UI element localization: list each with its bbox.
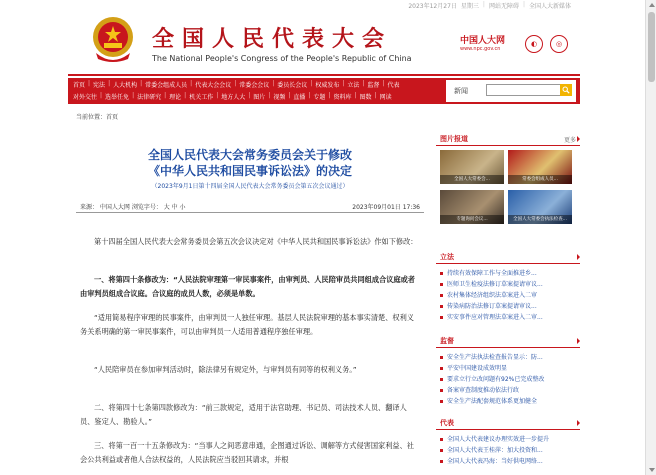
nav-item[interactable]: 地方人大	[221, 94, 246, 101]
list-item[interactable]: 要求立行立改问题有92%已完成整改	[440, 374, 580, 385]
nav-item[interactable]: 宪法	[93, 82, 106, 89]
separator: |	[108, 80, 111, 87]
photo-caption: 全国人大常委会...	[440, 175, 504, 184]
photo-thumbnail[interactable]	[440, 190, 504, 224]
nav-item[interactable]: 图数	[359, 94, 372, 101]
section-title-pictures[interactable]: 图片报道	[440, 135, 468, 143]
separator: |	[216, 92, 219, 99]
section-title-legislation[interactable]: 立法	[440, 253, 454, 261]
nav-item[interactable]: 对外交往	[73, 94, 98, 101]
separator: |	[310, 80, 313, 87]
nav-item[interactable]: 网读	[379, 94, 392, 101]
separator: |	[354, 92, 357, 99]
supervision-news-list	[440, 352, 580, 407]
separator: |	[132, 92, 135, 99]
article-paragraph: “人民陪审员在参加审判活动时，除法律另有规定外，与审判员有同等的权利义务。”	[94, 365, 357, 374]
photo-thumbnail[interactable]	[508, 190, 572, 224]
accessibility-link[interactable]: 网站无障碍	[488, 3, 519, 10]
list-item[interactable]: 传染病防治法修订草案提请审议...	[440, 301, 580, 312]
main-navigation	[68, 78, 580, 104]
article-source-and-font-size[interactable]: 来源： 中国人大网 浏览字号： 大 中 小	[80, 204, 186, 211]
separator: |	[374, 92, 377, 99]
sound-button[interactable]	[525, 35, 543, 53]
separator: |	[362, 80, 365, 87]
sound-icon: ◐	[530, 40, 538, 48]
article-paragraph: 三、将第一百一十五条修改为：“当事人之间恶意串通，企图通过诉讼、调解等方式侵害国家利益、社会公共利益或者他人合法权益的，人民法院应当驳回其请求，并根	[80, 441, 414, 464]
nav-item[interactable]: 常委会会议	[239, 82, 270, 89]
separator: |	[88, 80, 91, 87]
list-item[interactable]: 实安事件应对管理法草案进入二审...	[440, 312, 580, 323]
nav-item[interactable]: 视频	[273, 94, 286, 101]
list-item[interactable]: 农村集体经济组织法草案进入二审	[440, 290, 580, 301]
list-item[interactable]: 安全生产法配套规范体系更加健全	[440, 396, 580, 407]
nav-item[interactable]: 人大机构	[113, 82, 138, 89]
list-item[interactable]: 医师卫生检疫法修订草案提请审议...	[440, 279, 580, 290]
nav-item[interactable]: 专题	[313, 94, 326, 101]
separator: |	[268, 92, 271, 99]
separator: |	[382, 80, 385, 87]
nav-item[interactable]: 图片	[253, 94, 266, 101]
photo-caption: 常委会组成人员...	[508, 175, 572, 184]
search-button[interactable]	[560, 84, 572, 96]
nav-item[interactable]: 理论	[169, 94, 182, 101]
section-header-supervision	[436, 334, 580, 348]
search-input[interactable]	[486, 84, 564, 96]
meta-divider	[76, 212, 424, 213]
photo-thumbnail[interactable]	[508, 150, 572, 184]
deputies-news-list	[440, 434, 580, 467]
weibo-icon: ◎	[555, 40, 563, 48]
site-title-english: The National People's Congress of the People's Republic of China	[152, 54, 412, 63]
nav-item[interactable]: 代表大会会议	[195, 82, 232, 89]
separator: |	[190, 80, 193, 87]
photo-caption: 全国人大常委会执法检查...	[508, 215, 572, 224]
nav-item[interactable]: 资料库	[333, 94, 352, 101]
article-paragraph: 一、将第四十条修改为：“人民法院审理第一审民事案件，由审判员、人民陪审员共同组成合议庭或者由审判员组成合议庭。合议庭的成员人数，必须是单数。	[80, 275, 415, 298]
separator: |	[140, 80, 143, 87]
more-arrow-icon	[577, 338, 580, 344]
photo-caption: 专题询问会议...	[440, 215, 504, 224]
site-header	[60, 10, 580, 76]
article-subtitle: （2023年9月1日第十四届全国人民代表大会常务委员会第五次会议通过）	[151, 183, 349, 190]
scroll-down-arrow-icon[interactable]	[649, 468, 655, 472]
search-icon	[562, 86, 570, 94]
section-title-supervision[interactable]: 监督	[440, 337, 454, 345]
top-utility-bar	[0, 0, 645, 10]
list-item[interactable]: 安全生产法执法检查报告显示：防...	[440, 352, 580, 363]
search-category-label[interactable]: 新闻	[454, 87, 468, 95]
separator: |	[184, 92, 187, 99]
page-scrollbar[interactable]	[645, 0, 656, 475]
separator: |	[288, 92, 291, 99]
current-date: 2023年12月27日	[408, 3, 457, 10]
separator: |	[234, 80, 237, 87]
search-area	[446, 80, 576, 102]
section-header-pictures	[436, 132, 580, 146]
site-title-chinese[interactable]: 全国人民代表大会	[152, 26, 393, 52]
scrollbar-thumb[interactable]	[648, 12, 655, 82]
separator: |	[328, 92, 331, 99]
nav-item[interactable]: 选举任免	[105, 94, 130, 101]
separator: |	[308, 92, 311, 99]
npc-logo[interactable]	[460, 33, 516, 55]
scroll-up-arrow-icon[interactable]	[649, 3, 655, 7]
separator: |	[342, 80, 345, 87]
section-header-legislation	[436, 250, 580, 264]
nav-row-2	[72, 92, 393, 101]
separator: |	[248, 92, 251, 99]
breadcrumb[interactable]: 当前位置：首页	[76, 114, 119, 121]
article-paragraph: 第十四届全国人民代表大会常务委员会第五次会议决定对《中华人民共和国民事诉讼法》作如下修改：	[94, 237, 418, 246]
nav-item[interactable]: 权威发布	[315, 82, 340, 89]
nav-item[interactable]: 监督	[367, 82, 380, 89]
current-weekday: 星期三	[460, 3, 479, 10]
list-item[interactable]: 全国人大代表王桂萍：加大投资和...	[440, 445, 580, 456]
separator: |	[482, 1, 485, 8]
article-title-line2: 《中华人民共和国民事诉讼法》的决定	[147, 164, 352, 178]
weibo-button[interactable]	[550, 35, 568, 53]
section-header-deputies	[436, 416, 580, 430]
article-title-line1: 全国人民代表大会常务委员会关于修改	[147, 148, 352, 162]
more-link[interactable]: 更多	[563, 137, 576, 144]
nav-item[interactable]: 法律研究	[137, 94, 162, 101]
photo-thumbnail[interactable]	[440, 150, 504, 184]
nav-item[interactable]: 直播	[293, 94, 306, 101]
header-divider	[68, 74, 580, 76]
list-item[interactable]: 备案审查制度推动依法行政	[440, 385, 580, 396]
article-paragraph: 二、将第四十七条第四款修改为：“前三款规定，适用于法官助理、书记员、司法技术人员、翻译人员、鉴定人、勘验人。”	[80, 403, 407, 426]
section-title-deputies[interactable]: 代表	[440, 419, 454, 427]
article-date: 2023年09月01日 17:36	[352, 204, 420, 211]
more-arrow-icon	[577, 254, 580, 260]
nav-item[interactable]: 常委会组成人员	[145, 82, 188, 89]
separator: |	[272, 80, 275, 87]
list-item[interactable]: 全国人大代表建议办理实效进一步提升	[440, 434, 580, 445]
list-item[interactable]: 全国人大代表冯海：当好供电网络...	[440, 456, 580, 467]
logo-text: 中国人大网	[460, 36, 506, 46]
nav-item[interactable]: 立法	[347, 82, 360, 89]
nav-item[interactable]: 代表	[387, 82, 400, 89]
legislation-news-list	[440, 268, 580, 323]
article-paragraph: “适用简易程序审理的民事案件，由审判员一人独任审理。基层人民法院审理的基本事实清楚、权利义务关系明确的第一审民事案件，可以由审判员一人适用普通程序独任审理。	[80, 313, 414, 336]
nav-item[interactable]: 首页	[73, 82, 86, 89]
nav-item[interactable]: 机关工作	[189, 94, 214, 101]
separator: |	[164, 92, 167, 99]
logo-url: www.npc.gov.cn	[460, 46, 501, 52]
separator: |	[100, 92, 103, 99]
separator: |	[522, 1, 525, 8]
list-item[interactable]: 持续有效保障工作与全面推进乡...	[440, 268, 580, 279]
national-emblem-icon[interactable]	[90, 13, 136, 65]
nav-item[interactable]: 委员长会议	[277, 82, 308, 89]
more-arrow-icon	[577, 420, 580, 426]
new-media-link[interactable]: 全国人大新媒体	[528, 3, 571, 10]
list-item[interactable]: 平安中国建设成效明显	[440, 363, 580, 374]
more-arrow-icon	[577, 136, 580, 142]
nav-row-1	[72, 80, 400, 89]
